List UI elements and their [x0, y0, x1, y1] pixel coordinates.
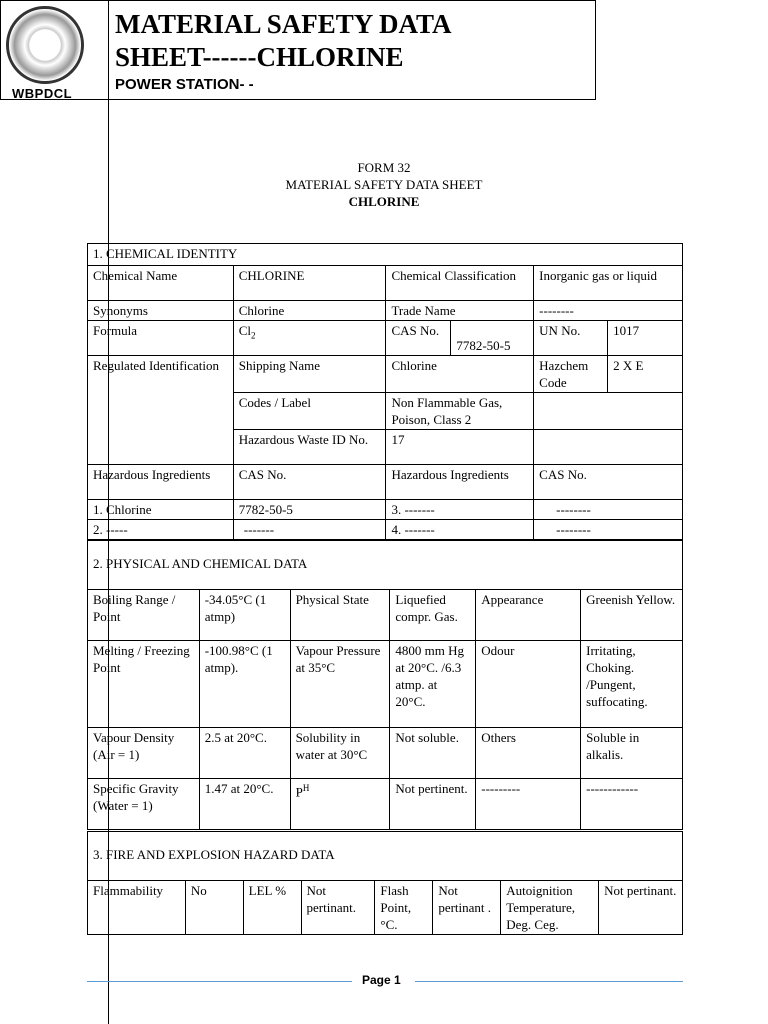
cell-value: --------	[534, 520, 683, 540]
cell-label: UN No.	[534, 321, 608, 356]
section-title: 3. FIRE AND EXPLOSION HAZARD DATA	[88, 832, 683, 881]
cell-label: Flammability	[88, 881, 186, 935]
form-number: FORM 32	[357, 160, 411, 175]
cell-label: Hazchem Code	[534, 356, 608, 393]
cell-label: Autoignition Temperature, Deg. Ceg.	[501, 881, 599, 935]
cell-value: -100.98°C (1 atmp).	[199, 641, 290, 728]
cell-value: Irritating, Choking. /Pungent, suffocating.	[581, 641, 683, 728]
cell-value: --------	[534, 500, 683, 520]
cell-label: Hazardous Ingredients	[88, 465, 234, 500]
cell-value: -34.05°C (1 atmp)	[199, 590, 290, 641]
cell-label: Specific Gravity (Water = 1)	[88, 779, 200, 830]
wbpdcl-logo-icon	[6, 6, 84, 84]
cell-value: Soluble in alkalis.	[581, 728, 683, 779]
cell-label: Regulated Identification	[88, 356, 234, 465]
cell-label: Synonyms	[88, 301, 234, 321]
cell-label: CAS No.	[534, 465, 683, 500]
cell-label: Physical State	[290, 590, 390, 641]
cell-value: ---------	[476, 779, 581, 830]
cell-label: Appearance	[476, 590, 581, 641]
cell-value: 2. -----	[88, 520, 234, 540]
cell-label: Boiling Range / Point	[88, 590, 200, 641]
cell-value: Greenish Yellow.	[581, 590, 683, 641]
cell-value: --------	[534, 301, 683, 321]
cell-label: CAS No.	[386, 321, 451, 356]
physical-chemical-table	[87, 540, 683, 830]
footer-divider	[87, 981, 352, 982]
cell-label: Chemical Classification	[386, 266, 534, 301]
cell-value: Non Flammable Gas, Poison, Class 2	[386, 393, 534, 430]
cell-value: Not pertinant.	[301, 881, 375, 935]
cell-label: Solubility in water at 30°C	[290, 728, 390, 779]
cell-value: 1. Chlorine	[88, 500, 234, 520]
cell-label: Vapour Pressure at 35°C	[290, 641, 390, 728]
cell-value: 3. -------	[386, 500, 534, 520]
cell-value: CHLORINE	[233, 266, 386, 301]
cell-label: Codes / Label	[233, 393, 386, 430]
cell-value: 7782-50-5	[233, 500, 386, 520]
cell-value: 1.47 at 20°C.	[199, 779, 290, 830]
cell-value: $Cl_2$	[233, 321, 386, 356]
document-header	[0, 0, 596, 100]
cell-value: Not pertinant.	[599, 881, 683, 935]
cell-value: -------	[233, 520, 386, 540]
cell-value: 4800 mm Hg at 20°C. /6.3 atmp. at 20°C.	[390, 641, 476, 728]
section-title: 1. CHEMICAL IDENTITY	[88, 244, 683, 266]
cell-label: Odour	[476, 641, 581, 728]
cell-value: 2.5 at 20°C.	[199, 728, 290, 779]
cell-label: $P^H$	[290, 779, 390, 830]
cell-label: Formula	[88, 321, 234, 356]
cell-label: Hazardous Ingredients	[386, 465, 534, 500]
cell-label: CAS No.	[233, 465, 386, 500]
chemical-identity-table	[87, 243, 683, 540]
cell-value: Liquefied compr. Gas.	[390, 590, 476, 641]
form-heading: MATERIAL SAFETY DATA SHEET	[285, 177, 483, 192]
page-subtitle: POWER STATION- -	[115, 76, 254, 93]
cell-label: LEL %	[243, 881, 301, 935]
section-title: 2. PHYSICAL AND CHEMICAL DATA	[88, 541, 683, 590]
logo-text: WBPDCL	[12, 86, 73, 101]
cell-value: 7782-50-5	[451, 321, 534, 356]
cell-value: 4. -------	[386, 520, 534, 540]
cell-value: Chlorine	[233, 301, 386, 321]
cell-value: No	[185, 881, 243, 935]
form-chemical: CHLORINE	[348, 194, 420, 209]
footer-divider	[415, 981, 683, 982]
cell-value: Not pertinant .	[433, 881, 501, 935]
cell-label: Vapour Density (Air = 1)	[88, 728, 200, 779]
cell-value: Inorganic gas or liquid	[534, 266, 683, 301]
fire-hazard-table	[87, 831, 683, 935]
cell-value: ------------	[581, 779, 683, 830]
page-title: MATERIAL SAFETY DATA SHEET------CHLORINE	[115, 9, 452, 72]
cell-value: Not soluble.	[390, 728, 476, 779]
cell-label: Others	[476, 728, 581, 779]
cell-label: Shipping Name	[233, 356, 386, 393]
cell-value: 1017	[608, 321, 683, 356]
cell-value: Not pertinent.	[390, 779, 476, 830]
page-number: Page 1	[362, 973, 401, 987]
cell-value: 17	[386, 430, 534, 465]
cell-label: Trade Name	[386, 301, 534, 321]
cell-label: Flash Point, °C.	[375, 881, 433, 935]
cell-label: Chemical Name	[88, 266, 234, 301]
cell-label: Melting / Freezing Point	[88, 641, 200, 728]
cell-label: Hazardous Waste ID No.	[233, 430, 386, 465]
cell-value: 2 X E	[608, 356, 683, 393]
cell-value: Chlorine	[386, 356, 534, 393]
